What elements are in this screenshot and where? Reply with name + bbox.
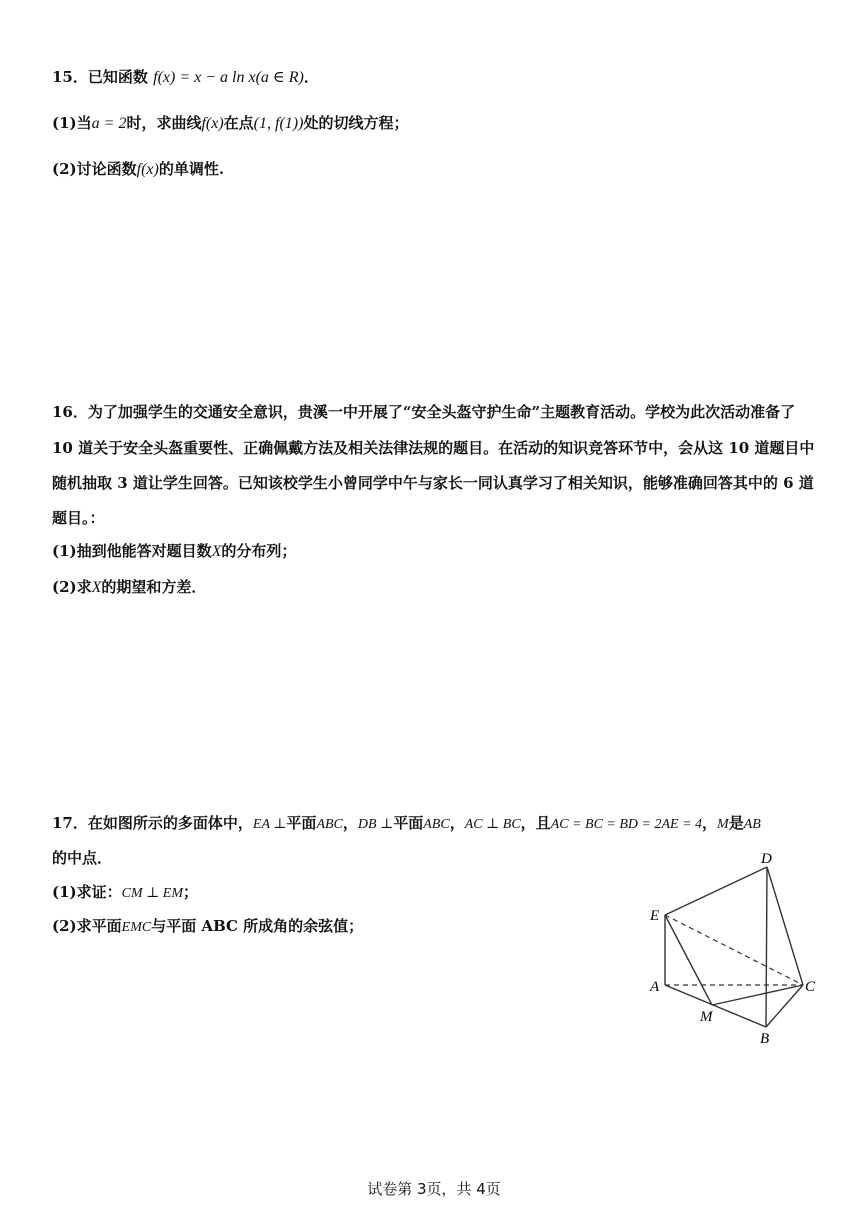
- q17-c7: M: [717, 817, 729, 832]
- edge-MC: [712, 985, 803, 1005]
- q16-line3: 随机抽取 3 道让学生回答。已知该校学生小曾同学中午与家长一同认真学习了相关知识，能够准确回答其中的 6 道: [52, 474, 814, 492]
- q16-p1-var: X: [211, 543, 222, 560]
- q16-part2: [52, 576, 206, 597]
- q16-p1-end: 的分布列；: [221, 542, 297, 560]
- q15-p2-end: 的单调性.: [158, 160, 225, 178]
- q16-line2: 10 道关于安全头盔重要性、正确佩戴方法及相关法律法规的题目。在活动的知识竞答环节中，会从这 10 道题目中: [52, 439, 815, 457]
- q17-part2: [52, 915, 363, 936]
- q17-p1-prefix: (1)求证：: [52, 883, 122, 901]
- q15-p2-prefix: (2)讨论函数: [52, 160, 137, 178]
- q16-p1-prefix: (1)抽到他能答对题目数: [52, 542, 212, 560]
- label-C: C: [805, 979, 816, 995]
- edge-DB: [766, 867, 767, 1027]
- q17-line2: 的中点．: [52, 849, 113, 867]
- q17-p2-prefix: (2)求平面: [52, 917, 122, 935]
- q17-t3: ，且: [520, 814, 551, 832]
- q17-c6: AC = BC = BD = 2AE = 4: [550, 817, 703, 832]
- label-A: A: [650, 979, 660, 995]
- q17-t2: 平面: [393, 814, 424, 832]
- q17-sep3: ，: [702, 814, 718, 832]
- edge-AB: [665, 985, 766, 1027]
- q16-p2-prefix: (2)求: [52, 578, 92, 596]
- q15-p1-prefix: (1)当: [52, 114, 92, 132]
- q15-intro: 已知函数: [87, 68, 148, 86]
- q17-t4: 是: [728, 814, 744, 832]
- q17-c1: EA ⊥: [252, 817, 287, 832]
- q15-p1-end: 处的切线方程；: [303, 114, 409, 132]
- q15-number: 15．: [52, 68, 88, 86]
- q15-p2-fx: f(x): [136, 161, 159, 178]
- q16-line1: 16．为了加强学生的交通安全意识，贵溪一中开展了“安全头盔守护生命”主题教育活动。学校为此次活动准备了: [52, 403, 796, 421]
- label-D: D: [761, 851, 772, 867]
- q15-part2: [52, 158, 224, 179]
- q17-p1-end: ；: [183, 883, 199, 901]
- q15-part1: [52, 112, 408, 133]
- q16-p2-var: X: [91, 579, 102, 596]
- edge-EM: [665, 915, 712, 1005]
- edge-ED: [665, 867, 767, 915]
- q17-p1-expr: CM ⊥ EM: [121, 886, 184, 901]
- q15-p1-mid2: 在点: [223, 114, 254, 132]
- q15-stem: [52, 66, 319, 87]
- label-E: E: [650, 908, 660, 924]
- q17-c8: AB: [743, 817, 761, 832]
- q16-line4: 题目。：: [52, 509, 105, 527]
- q16-p2-end: 的期望和方差．: [101, 578, 207, 596]
- label-M: M: [700, 1009, 713, 1025]
- q15-end: ．: [303, 68, 319, 86]
- q17-c2: ABC: [316, 817, 343, 832]
- q17-t1: 平面: [286, 814, 317, 832]
- q15-p1-point: (1, f(1)): [253, 115, 304, 132]
- q17-c4: ABC: [423, 817, 450, 832]
- q15-p1-mid: 时，求曲线: [126, 114, 202, 132]
- edge-EC-dashed: [665, 915, 803, 985]
- q15-p1-fx: f(x): [201, 115, 224, 132]
- q17-line1: [52, 812, 761, 833]
- q17-sep2: ，: [449, 814, 465, 832]
- q17-p2-plane: EMC: [121, 920, 152, 935]
- q15-p1-cond: a = 2: [91, 115, 127, 132]
- q17-part1: [52, 881, 198, 902]
- polyhedron-figure: [640, 845, 830, 1050]
- q17-number: 17．在如图所示的多面体中，: [52, 814, 253, 832]
- q17-p2-end: 与平面 ABC 所成角的余弦值；: [151, 917, 364, 935]
- q17-c5: AC ⊥ BC: [464, 817, 521, 832]
- q16-part1: [52, 540, 296, 561]
- edge-DC: [767, 867, 803, 985]
- label-B: B: [760, 1031, 770, 1047]
- q17-c3: DB ⊥: [357, 817, 394, 832]
- q17-sep1: ，: [342, 814, 358, 832]
- page-footer: 试卷第 3页，共 4页: [367, 1180, 501, 1198]
- q15-function: f(x) = x − a ln x(a ∈ R): [153, 69, 304, 86]
